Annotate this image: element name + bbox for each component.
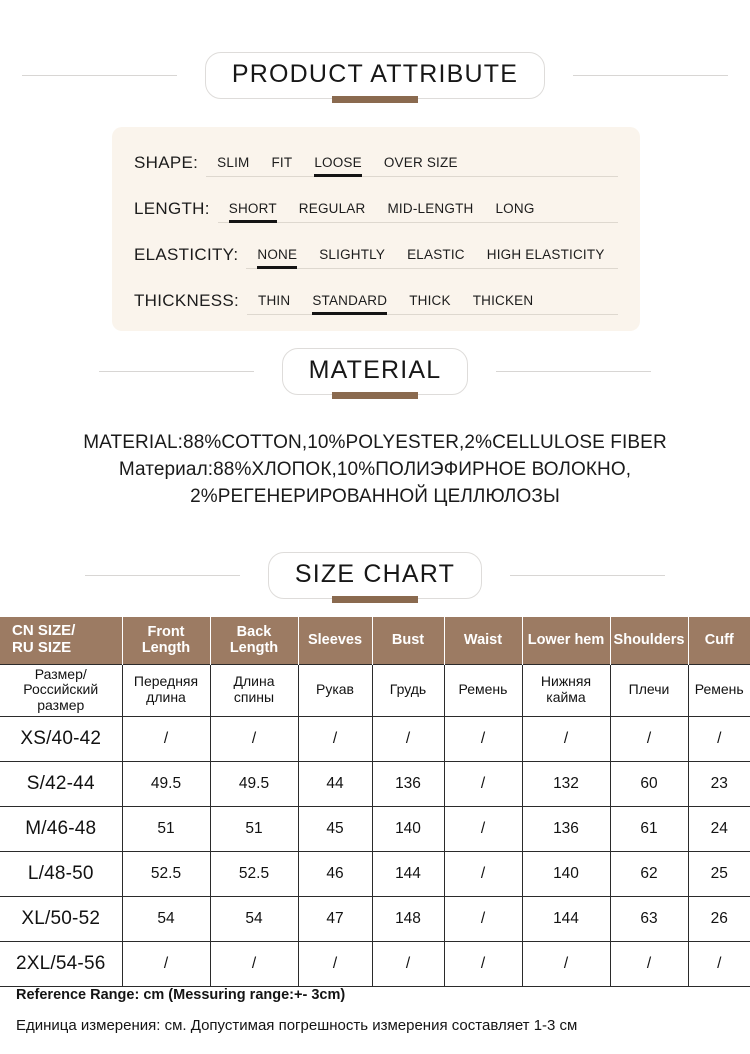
- cell-lower-hem: /: [522, 716, 610, 761]
- attribute-options-length: [218, 201, 618, 223]
- table-row: [0, 941, 750, 986]
- column-header-ru-lower-hem: Нижняя кайма: [522, 664, 610, 716]
- table-row: [0, 851, 750, 896]
- cell-shoulders: /: [610, 941, 688, 986]
- attribute-option-thin[interactable]: THIN: [258, 293, 291, 308]
- cell-front-length: 49.5: [122, 761, 210, 806]
- cell-sleeves: 45: [298, 806, 372, 851]
- attribute-options-elasticity: [246, 247, 618, 269]
- column-header-cn-size-line2: RU SIZE: [12, 638, 72, 656]
- attribute-row-elasticity: [112, 233, 640, 269]
- cell-cuff: 26: [688, 896, 750, 941]
- table-header-row-en: [0, 617, 750, 664]
- cell-cuff: 23: [688, 761, 750, 806]
- accent-bar: [332, 596, 418, 603]
- attribute-row-thickness: [112, 279, 640, 315]
- cell-back-length: 52.5: [210, 851, 298, 896]
- attribute-label-elasticity: ELASTICITY:: [134, 245, 239, 264]
- attribute-option-short[interactable]: SHORT: [218, 201, 288, 219]
- attribute-option-thick[interactable]: THICK: [409, 293, 451, 308]
- attribute-option-regular[interactable]: REGULAR: [298, 201, 366, 216]
- cell-shoulders: 60: [610, 761, 688, 806]
- attribute-option-elastic[interactable]: ELASTIC: [407, 247, 465, 262]
- accent-bar: [332, 392, 418, 399]
- column-header-lower-hem: Lower hem: [522, 617, 610, 664]
- cell-lower-hem: 144: [522, 896, 610, 941]
- material-line-ru-1: Материал:88%ХЛОПОК,10%ПОЛИЭФИРНОЕ ВОЛОКНО,: [118, 458, 632, 480]
- cell-waist: /: [444, 941, 522, 986]
- cell-waist: /: [444, 716, 522, 761]
- table-header-row-ru: [0, 664, 750, 716]
- divider-left: [22, 75, 177, 76]
- attribute-option-long[interactable]: LONG: [495, 201, 535, 216]
- cell-bust: 144: [372, 851, 444, 896]
- column-header-front-length: Front Length: [122, 617, 210, 664]
- cell-bust: /: [372, 716, 444, 761]
- divider-right: [510, 575, 665, 576]
- attribute-options-thickness: [247, 293, 618, 315]
- section-title-pill-wrap: [268, 552, 482, 599]
- cell-lower-hem: 140: [522, 851, 610, 896]
- cell-back-length: /: [210, 716, 298, 761]
- divider-right: [573, 75, 728, 76]
- section-header-product-attribute: [0, 52, 750, 99]
- section-header-material: [0, 348, 750, 395]
- column-header-cuff: Cuff: [688, 617, 750, 664]
- accent-bar: [332, 96, 418, 103]
- cell-shoulders: 61: [610, 806, 688, 851]
- attribute-label-thickness: THICKNESS:: [134, 291, 240, 310]
- material-line-en: MATERIAL:88%COTTON,10%POLYESTER,2%CELLULOSE FIBER: [83, 432, 667, 453]
- cell-sleeves: 44: [298, 761, 372, 806]
- column-header-cn-size-line1: CN SIZE/: [12, 622, 76, 639]
- cell-waist: /: [444, 806, 522, 851]
- divider-left: [99, 371, 254, 372]
- table-row: [0, 761, 750, 806]
- section-title-pill-wrap: [282, 348, 469, 395]
- attribute-row-length: [112, 187, 640, 223]
- row-size-label: 2XL/54-56: [0, 941, 122, 986]
- attribute-option-high-elasticity[interactable]: HIGH ELASTICITY: [486, 247, 605, 262]
- column-header-ru-cuff: Ремень: [688, 664, 750, 716]
- cell-sleeves: /: [298, 941, 372, 986]
- cell-sleeves: 46: [298, 851, 372, 896]
- section-title-product-attribute: PRODUCT ATTRIBUTE: [205, 52, 545, 99]
- cell-cuff: 25: [688, 851, 750, 896]
- cell-front-length: 51: [122, 806, 210, 851]
- column-header-ru-back-length: Длина спины: [210, 664, 298, 716]
- cell-shoulders: /: [610, 716, 688, 761]
- cell-bust: 148: [372, 896, 444, 941]
- column-header-ru-size-line2: Российский: [23, 681, 99, 698]
- column-header-ru-bust: Грудь: [372, 664, 444, 716]
- row-size-label: XL/50-52: [0, 896, 122, 941]
- attribute-label-length: LENGTH:: [134, 199, 210, 218]
- cell-front-length: 54: [122, 896, 210, 941]
- cell-bust: 136: [372, 761, 444, 806]
- column-header-ru-size: [0, 664, 122, 716]
- cell-front-length: /: [122, 716, 210, 761]
- size-chart-table: [0, 617, 750, 987]
- footnote-reference-range-ru: Единица измерения: см. Допустимая погрешность измерения составляет 1-3 см: [16, 1016, 578, 1034]
- footnotes: [16, 988, 736, 1048]
- attribute-option-slim[interactable]: SLIM: [217, 155, 250, 170]
- cell-shoulders: 63: [610, 896, 688, 941]
- material-line-ru-2: 2%РЕГЕНЕРИРОВАННОЙ ЦЕЛЛЮЛОЗЫ: [190, 485, 560, 507]
- table-row: [0, 716, 750, 761]
- attribute-row-shape: [112, 141, 640, 177]
- attribute-option-thicken[interactable]: THICKEN: [472, 293, 534, 308]
- section-header-size-chart: [0, 552, 750, 599]
- cell-back-length: /: [210, 941, 298, 986]
- attribute-option-slightly[interactable]: SLIGHTLY: [319, 247, 386, 262]
- column-header-cn-ru-size: [0, 617, 122, 664]
- cell-bust: /: [372, 941, 444, 986]
- attribute-label-shape: SHAPE:: [134, 153, 199, 172]
- cell-lower-hem: /: [522, 941, 610, 986]
- column-header-sleeves: Sleeves: [298, 617, 372, 664]
- column-header-ru-sleeves: Рукав: [298, 664, 372, 716]
- row-size-label: S/42-44: [0, 761, 122, 806]
- cell-cuff: /: [688, 716, 750, 761]
- column-header-ru-waist: Ремень: [444, 664, 522, 716]
- attribute-options-shape: [206, 155, 618, 177]
- section-title-pill-wrap: [205, 52, 545, 99]
- attribute-option-none[interactable]: NONE: [246, 247, 308, 265]
- cell-back-length: 49.5: [210, 761, 298, 806]
- table-row: [0, 806, 750, 851]
- table-row: [0, 896, 750, 941]
- column-header-ru-size-line3: размер: [37, 696, 85, 713]
- attribute-option-loose[interactable]: LOOSE: [303, 155, 373, 173]
- column-header-ru-size-line1: Размер/: [34, 665, 87, 682]
- material-text-block: [0, 430, 750, 511]
- row-size-label: XS/40-42: [0, 716, 122, 761]
- column-header-bust: Bust: [372, 617, 444, 664]
- cell-waist: /: [444, 761, 522, 806]
- column-header-back-length: Back Length: [210, 617, 298, 664]
- cell-back-length: 54: [210, 896, 298, 941]
- divider-right: [496, 371, 651, 372]
- product-attribute-panel: [112, 127, 640, 331]
- section-title-material: MATERIAL: [282, 348, 469, 395]
- cell-front-length: /: [122, 941, 210, 986]
- divider-left: [85, 575, 240, 576]
- cell-back-length: 51: [210, 806, 298, 851]
- row-size-label: L/48-50: [0, 851, 122, 896]
- cell-lower-hem: 136: [522, 806, 610, 851]
- attribute-option-over-size[interactable]: OVER SIZE: [383, 155, 458, 170]
- column-header-ru-shoulders: Плечи: [610, 664, 688, 716]
- cell-sleeves: 47: [298, 896, 372, 941]
- cell-cuff: /: [688, 941, 750, 986]
- section-title-size-chart: SIZE CHART: [268, 552, 482, 599]
- footnote-reference-range-en: Reference Range: cm (Messuring range:+- 3cm): [16, 987, 346, 1003]
- cell-shoulders: 62: [610, 851, 688, 896]
- row-size-label: M/46-48: [0, 806, 122, 851]
- attribute-option-mid-length[interactable]: MID-LENGTH: [387, 201, 474, 216]
- column-header-shoulders: Shoulders: [610, 617, 688, 664]
- cell-waist: /: [444, 851, 522, 896]
- attribute-option-standard[interactable]: STANDARD: [301, 293, 398, 311]
- cell-sleeves: /: [298, 716, 372, 761]
- attribute-option-fit[interactable]: FIT: [271, 155, 293, 170]
- cell-cuff: 24: [688, 806, 750, 851]
- column-header-waist: Waist: [444, 617, 522, 664]
- cell-bust: 140: [372, 806, 444, 851]
- cell-lower-hem: 132: [522, 761, 610, 806]
- cell-waist: /: [444, 896, 522, 941]
- column-header-ru-front-length: Передняя длина: [122, 664, 210, 716]
- cell-front-length: 52.5: [122, 851, 210, 896]
